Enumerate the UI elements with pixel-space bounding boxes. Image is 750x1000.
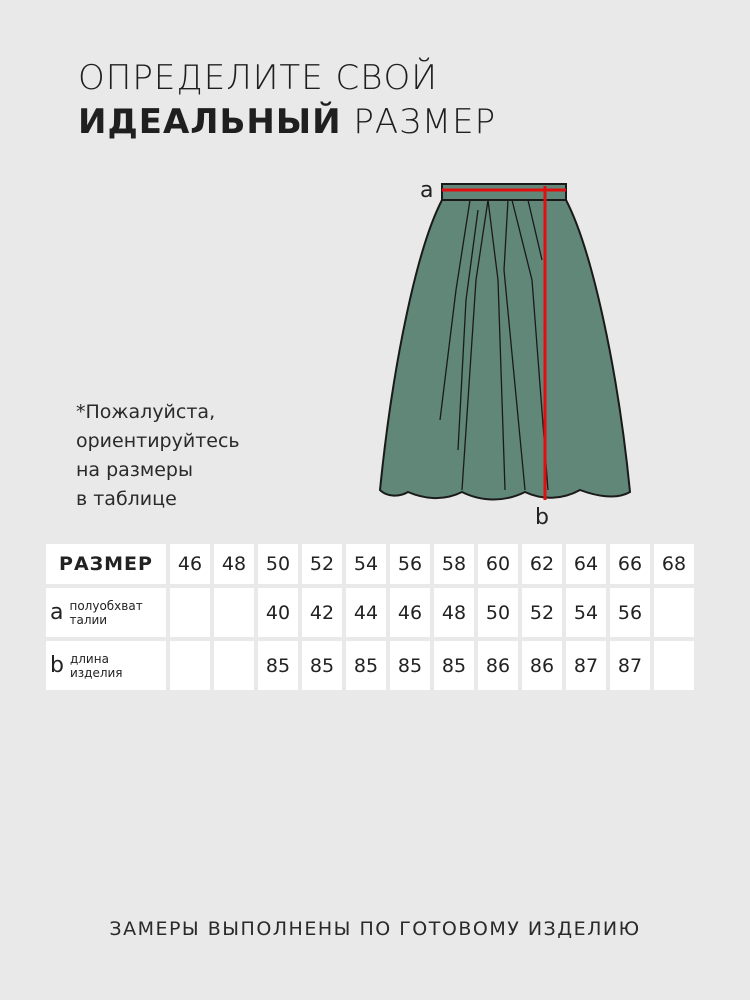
size-cell: 58 xyxy=(434,544,474,584)
size-cell: 68 xyxy=(654,544,694,584)
value-cell: 44 xyxy=(346,588,386,637)
size-cell: 46 xyxy=(170,544,210,584)
size-cell: 48 xyxy=(214,544,254,584)
value-cell: 85 xyxy=(346,641,386,690)
table-header-row xyxy=(46,544,694,584)
row-desc-line: длина xyxy=(69,651,109,666)
value-cell: 85 xyxy=(434,641,474,690)
row-label-length xyxy=(46,641,166,690)
row-desc-line: полуобхват xyxy=(69,598,143,613)
value-cell: 85 xyxy=(302,641,342,690)
title-bold-word: ИДЕАЛЬНЫЙ xyxy=(78,102,342,142)
value-cell: 87 xyxy=(610,641,650,690)
row-label-waist xyxy=(46,588,166,637)
value-cell: 40 xyxy=(258,588,298,637)
note-line-1: *Пожалуйста, xyxy=(76,401,216,423)
table-row-length xyxy=(46,641,694,690)
row-letter-a: a xyxy=(50,600,64,625)
size-cell: 60 xyxy=(478,544,518,584)
value-cell: 46 xyxy=(390,588,430,637)
page-title xyxy=(78,56,496,144)
value-cell: 85 xyxy=(258,641,298,690)
skirt-diagram xyxy=(370,170,640,515)
row-desc-line: талии xyxy=(69,612,108,627)
value-cell: 86 xyxy=(478,641,518,690)
value-cell xyxy=(654,588,694,637)
measure-label-a: a xyxy=(420,178,434,203)
row-desc-line: изделия xyxy=(69,665,123,680)
measure-label-b: b xyxy=(535,505,549,530)
value-cell xyxy=(214,588,254,637)
size-cell: 66 xyxy=(610,544,650,584)
value-cell: 56 xyxy=(610,588,650,637)
title-line-1: ОПРЕДЕЛИТЕ СВОЙ xyxy=(78,58,438,98)
size-cell: 52 xyxy=(302,544,342,584)
size-cell: 56 xyxy=(390,544,430,584)
footer-note: ЗАМЕРЫ ВЫПОЛНЕНЫ ПО ГОТОВОМУ ИЗДЕЛИЮ xyxy=(109,918,641,940)
size-cell: 62 xyxy=(522,544,562,584)
value-cell xyxy=(170,641,210,690)
value-cell xyxy=(214,641,254,690)
row-letter-b: b xyxy=(50,653,64,678)
value-cell xyxy=(654,641,694,690)
value-cell: 50 xyxy=(478,588,518,637)
size-note xyxy=(76,398,240,514)
value-cell: 85 xyxy=(390,641,430,690)
title-rest-word: РАЗМЕР xyxy=(341,102,497,142)
value-cell: 86 xyxy=(522,641,562,690)
note-line-3: на размеры xyxy=(76,459,193,481)
note-line-4: в таблице xyxy=(76,488,177,510)
value-cell: 42 xyxy=(302,588,342,637)
value-cell xyxy=(170,588,210,637)
skirt-waistband xyxy=(442,184,566,200)
size-cell: 64 xyxy=(566,544,606,584)
note-line-2: ориентируйтесь xyxy=(76,430,240,452)
title-line-2 xyxy=(78,100,496,144)
size-cell: 50 xyxy=(258,544,298,584)
size-cell: 54 xyxy=(346,544,386,584)
value-cell: 54 xyxy=(566,588,606,637)
value-cell: 87 xyxy=(566,641,606,690)
table-row-waist xyxy=(46,588,694,637)
header-label: РАЗМЕР xyxy=(46,544,166,584)
value-cell: 52 xyxy=(522,588,562,637)
value-cell: 48 xyxy=(434,588,474,637)
size-table xyxy=(42,540,698,694)
